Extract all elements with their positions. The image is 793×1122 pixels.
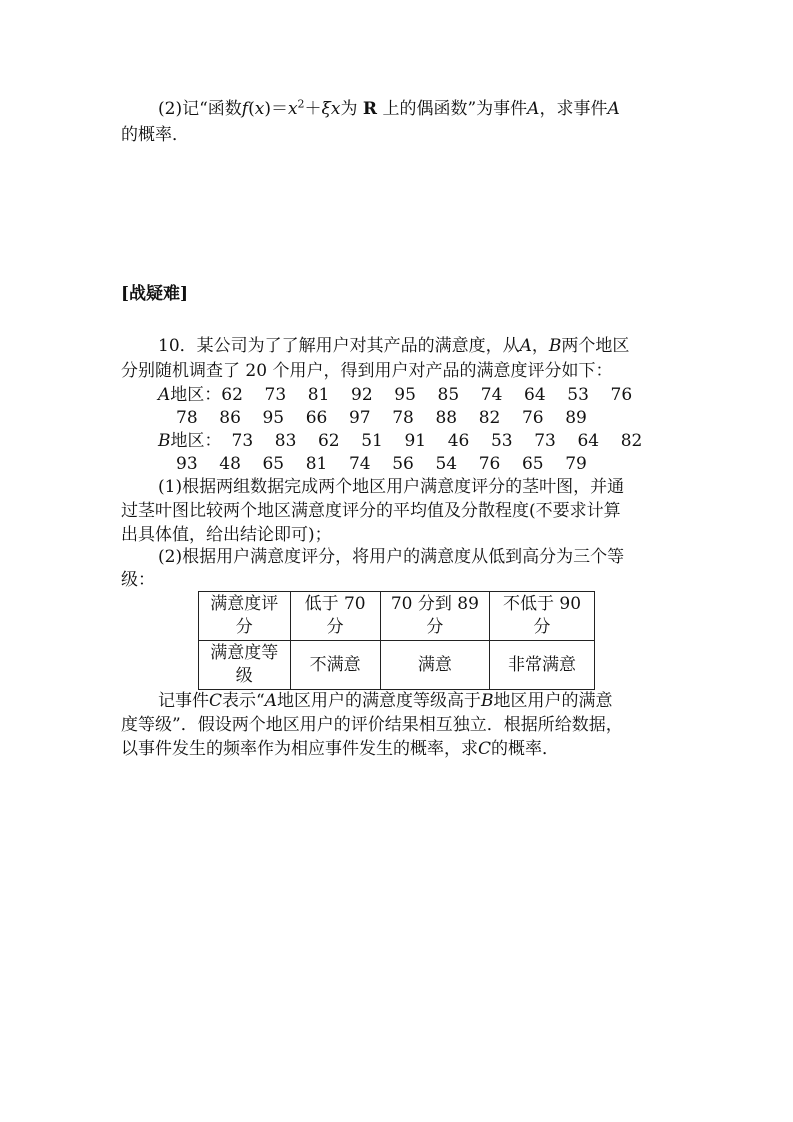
var-x-squared: x xyxy=(287,99,298,119)
c-region-B: B xyxy=(481,691,494,711)
part2-prefix: (2)记“函数 xyxy=(158,99,242,119)
q10-intro-end: 两个地区 xyxy=(561,336,630,356)
q10-sep: ， xyxy=(531,336,549,356)
table-cell: 满意度评分 xyxy=(199,592,291,641)
paren-close: ) xyxy=(264,99,271,119)
var-x-linear: x xyxy=(330,99,341,119)
table-row xyxy=(199,592,595,641)
regionA-letter: A xyxy=(158,385,171,405)
regionB-row2: 93 48 65 81 74 56 54 76 65 79 xyxy=(176,454,587,474)
table-cell: 不满意 xyxy=(290,641,380,690)
q10-c-line2: 度等级”．假设两个地区用户的评价结果相互独立．根据所给数据， xyxy=(121,715,623,735)
c-l3-end: 的概率． xyxy=(491,739,560,759)
table-cell: 70 分到 89 分 xyxy=(380,592,489,641)
regionA-row2: 78 86 95 66 97 78 88 82 76 89 xyxy=(176,408,587,428)
event-C: C xyxy=(209,691,223,711)
region-B: B xyxy=(548,336,562,356)
c-l3-start: 以事件发生的频率作为相应事件发生的概率，求 xyxy=(121,739,478,759)
var-x: x xyxy=(254,99,265,119)
q10-line1 xyxy=(158,335,629,357)
regionA-values-1: 62 73 81 92 95 85 74 64 53 76 xyxy=(221,385,633,405)
q10-line2: 分别随机调查了 20 个用户，得到用户对产品的满意度评分如下： xyxy=(121,361,613,381)
table-cell: 满意 xyxy=(380,641,489,690)
c-end: 地区用户的满意 xyxy=(493,691,613,711)
paren-open: ( xyxy=(248,99,255,119)
part2-line1 xyxy=(158,98,620,120)
real-numbers-R: R xyxy=(362,99,378,119)
equals-sign: ＝ xyxy=(270,99,288,119)
c-mid: 地区用户的满意度等级高于 xyxy=(277,691,481,711)
q10-p1-line2: 过茎叶图比较两个地区满意度评分的平均值及分散程度(不要求计算 xyxy=(121,501,621,521)
q10-p2-line2: 级： xyxy=(121,570,155,590)
var-xi: ξ xyxy=(321,99,331,119)
satisfaction-grade-table xyxy=(198,591,595,690)
part2-line2: 的概率． xyxy=(121,125,189,145)
table-cell: 满意度等级 xyxy=(199,641,291,690)
regionA-row1 xyxy=(158,384,632,406)
c-intro: 记事件 xyxy=(158,691,209,711)
q10-p1-line1: (1)根据两组数据完成两个地区用户满意度评分的茎叶图，并通 xyxy=(158,477,625,497)
event-A: A xyxy=(527,99,540,119)
table-cell: 低于 70 分 xyxy=(290,592,380,641)
q10-p2-line1: (2)根据用户满意度评分，将用户的满意度从低到高分为三个等 xyxy=(158,547,625,567)
c-region-A: A xyxy=(264,691,277,711)
c-represents: 表示“ xyxy=(222,691,265,711)
regionB-label: 地区： xyxy=(170,431,222,451)
table-cell: 非常满意 xyxy=(490,641,595,690)
table-cell: 不低于 90 分 xyxy=(490,592,595,641)
part2-comma: ，求事件 xyxy=(539,99,608,119)
event-C-2: C xyxy=(478,739,492,759)
region-A: A xyxy=(519,336,532,356)
exponent-2: 2 xyxy=(297,97,305,111)
plus-sign: ＋ xyxy=(304,99,322,119)
part2-after-R: 上的偶函数”为事件 xyxy=(382,99,528,119)
q10-p1-line3: 出具体值，给出结论即可)； xyxy=(121,525,332,545)
regionA-label: 地区： xyxy=(170,385,222,405)
section-heading: [战疑难] xyxy=(121,284,189,304)
regionB-row1 xyxy=(158,430,642,452)
regionB-letter: B xyxy=(158,431,171,451)
event-A-2: A xyxy=(607,99,620,119)
q10-c-line3 xyxy=(121,738,559,760)
table-row xyxy=(199,641,595,690)
part2-mid: 为 xyxy=(340,99,358,119)
regionB-values-1: 73 83 62 51 91 46 53 73 64 82 xyxy=(231,431,643,451)
q10-intro: 10．某公司为了了解用户对其产品的满意度，从 xyxy=(158,336,520,356)
func-f: f xyxy=(241,99,249,119)
q10-c-line1 xyxy=(158,690,613,712)
